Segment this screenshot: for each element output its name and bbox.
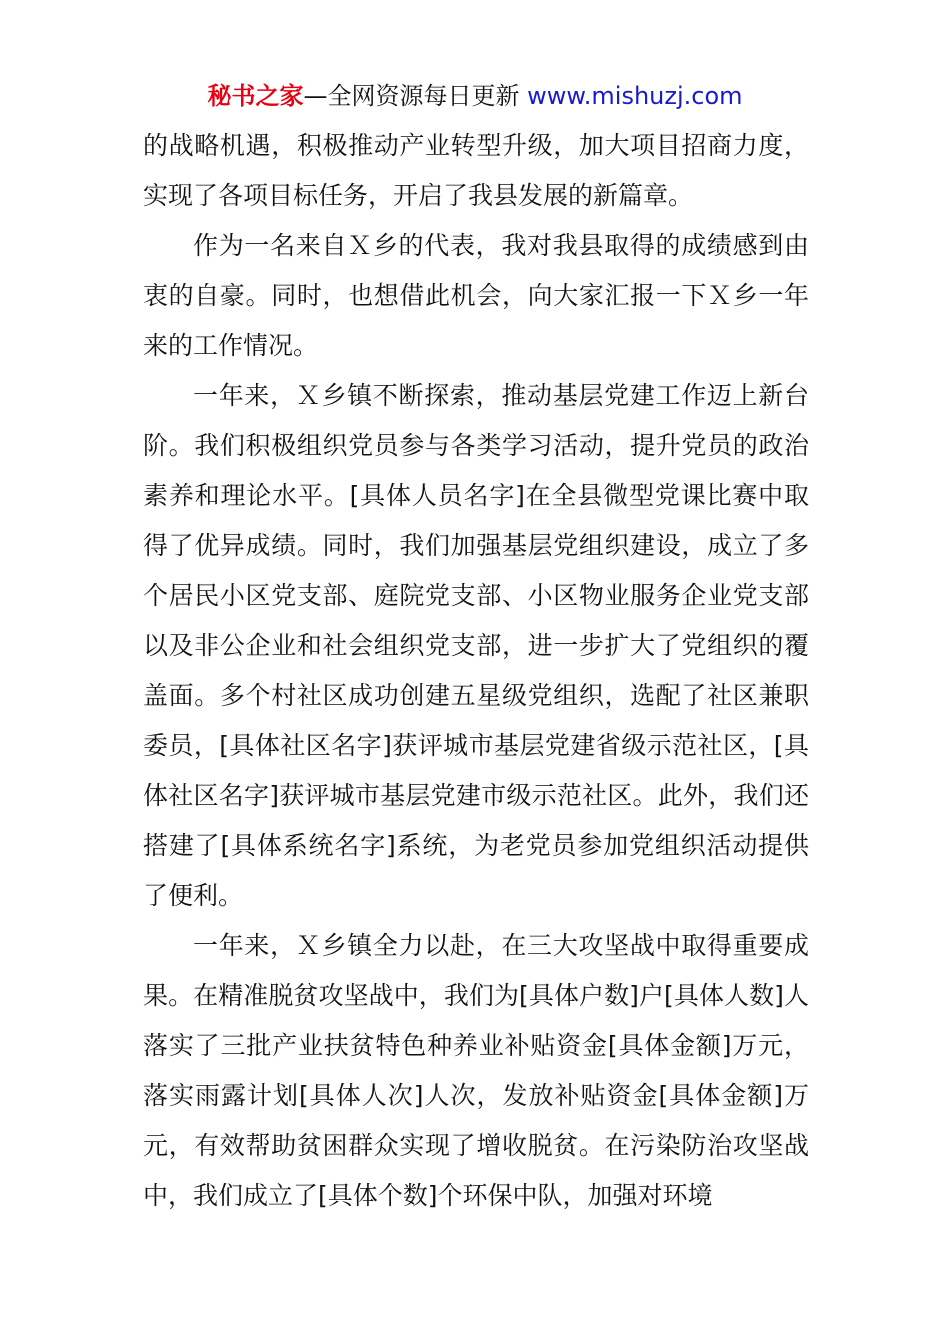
paragraph-intro: 作为一名来自Ｘ乡的代表，我对我县取得的成绩感到由衷的自豪。同时，也想借此机会，向大家汇报一下Ｘ乡一年来的工作情况。 xyxy=(143,231,809,360)
paragraph-party-building: 一年来，Ｘ乡镇不断探索，推动基层党建工作迈上新台阶。我们积极组织党员参与各类学习活动，提升党员的政治素养和理论水平。[具体人员名字]在全县微型党课比赛中取得了优异成绩。同时，我们加强基层党组织建设，成立了多个居民小区党支部、庭院党支部、小区物业服务企业党支部以及非公企业和社会组织党支部，进一步扩大了党组织的覆盖面。多个村社区成功创建五星级党组织，选配了社区兼职委员，[具体社区名字]获评城市基层党建省级示范社区，[具体社区名字]获评城市基层党建市级示范社区。此外，我们还搭建了[具体系统名字]系统，为老党员参加党组织活动提供了便利。 xyxy=(143,381,809,910)
site-url-link[interactable]: www.mishuzj.com xyxy=(527,82,743,110)
header-tagline: —全网资源每日更新 xyxy=(303,82,528,110)
paragraph-three-battles: 一年来，Ｘ乡镇全力以赴，在三大攻坚战中取得重要成果。在精准脱贫攻坚战中，我们为[具体户数]户[具体人数]人落实了三批产业扶贫特色种养业补贴资金[具体金额]万元，落实雨露计划[具体人次]人次，发放补贴资金[具体金额]万元，有效帮助贫困群众实现了增收脱贫。在污染防治攻坚战中，我们成立了[具体个数]个环保中队，加强对环境 xyxy=(143,931,809,1210)
brand-name: 秘书之家 xyxy=(207,82,304,110)
page-header xyxy=(0,80,950,112)
document-body xyxy=(143,121,809,1221)
paragraph-continuation: 的战略机遇，积极推动产业转型升级，加大项目招商力度，实现了各项目标任务，开启了我县发展的新篇章。 xyxy=(143,131,809,210)
